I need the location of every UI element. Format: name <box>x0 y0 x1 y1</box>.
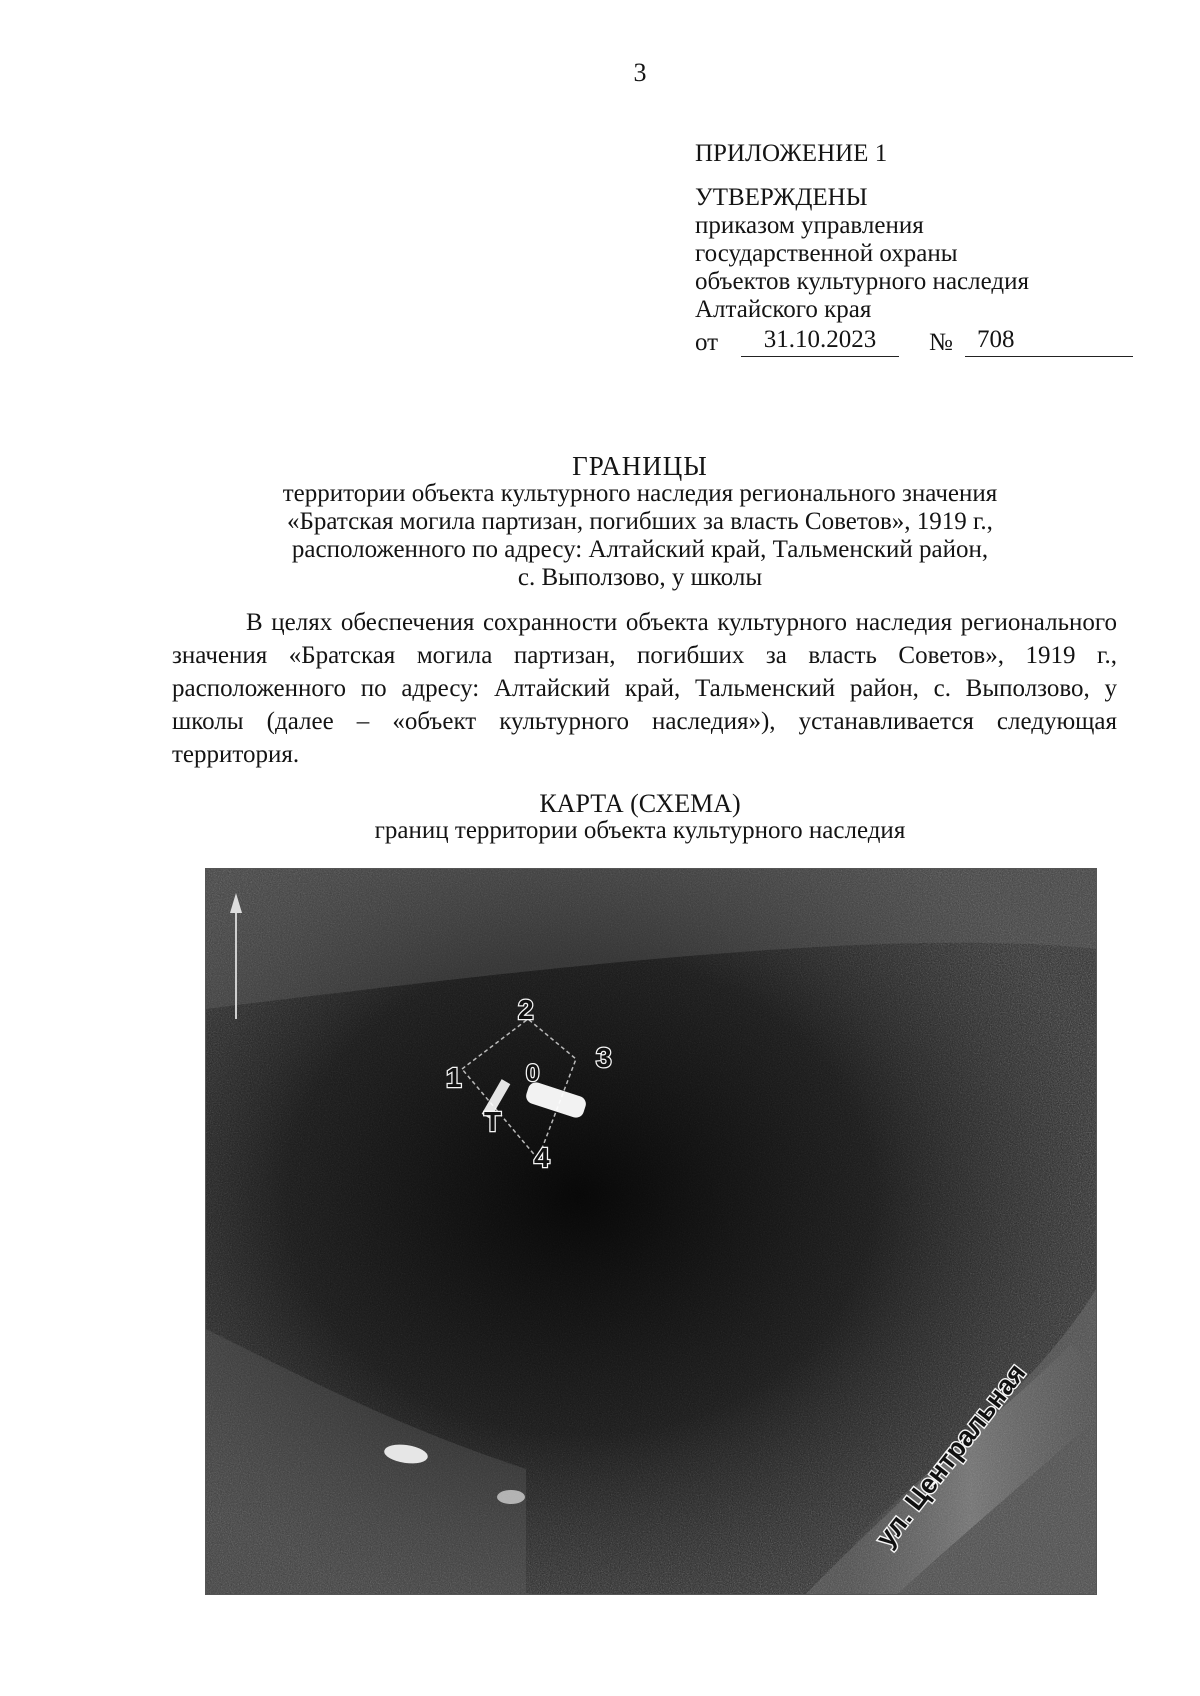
document-title <box>150 452 1130 592</box>
boundary-point-label: 1 <box>446 1062 462 1093</box>
title-line: с. Выползово, у школы <box>517 564 763 591</box>
number-label: № <box>929 329 953 356</box>
title-line: «Братская могила партизан, погибших за власть Советов», 1919 г., <box>287 508 993 535</box>
body-paragraph: В целях обеспечения сохранности объекта культурного наследия регионального значения «Братская могила партизан, погибших за власть Советов», 1919 г., расположенного по адресу: Алтайский край, Тальменский район, с. Выползово, у школы (далее – «объект культурного наследия»), устанавливается следующая территория. <box>172 609 1117 768</box>
page-number: 3 <box>633 58 647 87</box>
from-label: от <box>695 329 719 356</box>
approval-block <box>695 140 1133 357</box>
map-scheme <box>205 868 1097 1595</box>
appendix-title: ПРИЛОЖЕНИЕ 1 <box>695 140 888 167</box>
title-heading: ГРАНИЦЫ <box>572 451 708 481</box>
boundary-point-label: 4 <box>534 1142 550 1173</box>
approver-line: объектов культурного наследия <box>695 268 1029 295</box>
object-marker: 0 <box>526 1060 540 1087</box>
order-number: 708 <box>965 326 1133 357</box>
title-line: расположенного по адресу: Алтайский край, Тальменский район, <box>291 536 989 563</box>
order-date: 31.10.2023 <box>741 326 899 357</box>
map-caption <box>150 790 1130 844</box>
satellite-map <box>206 869 1096 1594</box>
marker-t: Т <box>484 1106 502 1137</box>
order-line <box>695 326 1133 357</box>
map-subheading: границ территории объекта культурного наследия <box>374 817 906 844</box>
approver-line: Алтайского края <box>695 296 872 323</box>
approver-line: государственной охраны <box>695 240 958 267</box>
approver-line: приказом управления <box>695 212 924 239</box>
title-line: территории объекта культурного наследия регионального значения <box>282 480 998 507</box>
boundary-point-label: 2 <box>518 994 534 1025</box>
street-label: ул. Центральная <box>870 1357 1032 1553</box>
approved-label: УТВЕРЖДЕНЫ <box>695 184 868 211</box>
boundary-point-label: 3 <box>596 1042 612 1073</box>
map-heading: КАРТА (СХЕМА) <box>539 789 741 818</box>
